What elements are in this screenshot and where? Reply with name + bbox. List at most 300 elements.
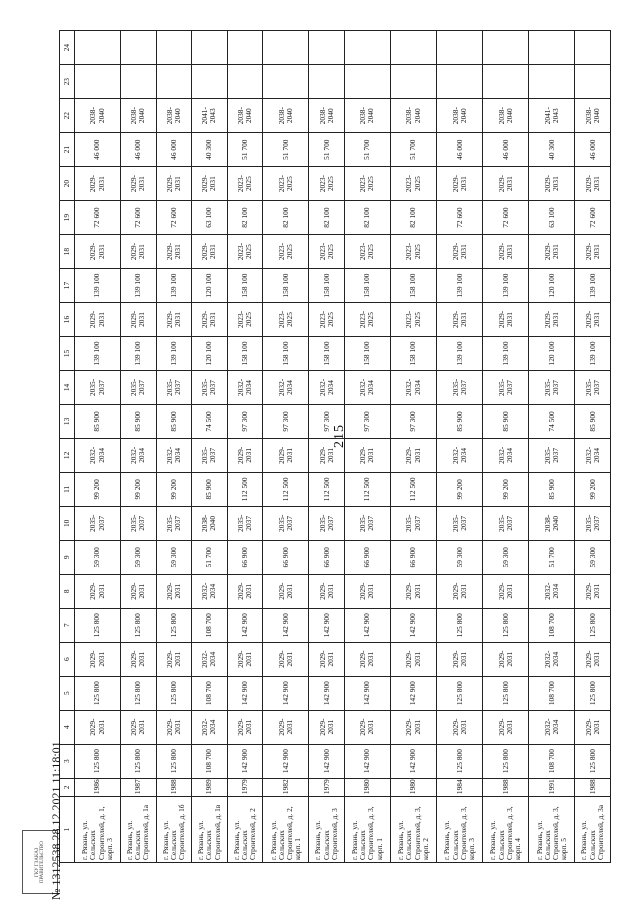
table-cell: 2035-2037 (192, 370, 228, 404)
table-cell: 51 700 (344, 133, 390, 167)
table-cell: 142 900 (344, 744, 390, 778)
table-cell: 82 100 (391, 201, 437, 235)
table-cell: 2035-2037 (121, 506, 157, 540)
table-cell: 139 100 (437, 269, 483, 303)
table-cell: 2035-2037 (529, 438, 575, 472)
table-cell: 139 100 (575, 336, 611, 370)
table-cell: 59 300 (575, 540, 611, 574)
table-cell: 2032-2034 (192, 710, 228, 744)
table-cell: 2038-2040 (156, 99, 192, 133)
table-cell: 2029-2031 (75, 574, 121, 608)
address-cell: г. Рязань, ул. Сельских Строителей, д. 3, корп. 1 (344, 797, 390, 863)
table-row (227, 31, 263, 863)
table-cell (309, 65, 345, 99)
table-cell (156, 65, 192, 99)
table-cell: 120 100 (529, 336, 575, 370)
table-cell: 139 100 (121, 269, 157, 303)
table-cell: 2032-2034 (121, 438, 157, 472)
table-cell: 2029-2031 (227, 574, 263, 608)
table-cell: 2038-2040 (529, 506, 575, 540)
table-cell: 142 900 (309, 676, 345, 710)
table-cell: 2029-2031 (75, 710, 121, 744)
table-cell: 1988 (575, 778, 611, 797)
table-cell: 63 100 (192, 201, 228, 235)
table-cell: 139 100 (483, 269, 529, 303)
table-cell: 2029-2031 (192, 167, 228, 201)
table-cell (121, 65, 157, 99)
table-cell: 85 900 (156, 404, 192, 438)
stamp-label: ГКУ ГЗАКАЗ ПРАВИТЕЛЬСТВО (34, 841, 45, 883)
table-row (121, 31, 157, 863)
table-cell: 2029-2031 (575, 642, 611, 676)
table-cell (391, 31, 437, 65)
table-cell: 1980 (391, 778, 437, 797)
table-cell: 142 900 (391, 676, 437, 710)
column-header: 15 (60, 336, 75, 370)
table-cell: 2029-2031 (75, 167, 121, 201)
table-cell: 2029-2031 (121, 574, 157, 608)
table-cell: 112 500 (309, 472, 345, 506)
table-cell: 2029-2031 (192, 235, 228, 269)
table-row (529, 31, 575, 863)
table-cell: 40 300 (192, 133, 228, 167)
table-cell: 1979 (227, 778, 263, 797)
table-cell: 139 100 (156, 269, 192, 303)
table-cell: 97 300 (391, 404, 437, 438)
table-cell: 46 000 (483, 133, 529, 167)
table-cell: 108 700 (529, 744, 575, 778)
table-cell: 2023-2025 (263, 167, 309, 201)
table-cell: 2029-2031 (156, 303, 192, 337)
table-cell: 97 300 (309, 404, 345, 438)
table-cell: 1984 (437, 778, 483, 797)
table-cell: 1987 (121, 778, 157, 797)
table-cell (529, 65, 575, 99)
table-cell (263, 31, 309, 65)
table-cell: 2038-2040 (575, 99, 611, 133)
table-cell: 51 700 (309, 133, 345, 167)
table-cell: 2029-2031 (75, 303, 121, 337)
table-cell: 2029-2031 (437, 642, 483, 676)
table-cell: 2029-2031 (437, 574, 483, 608)
table-cell: 125 800 (121, 676, 157, 710)
table-cell: 97 300 (227, 404, 263, 438)
table-cell: 2029-2031 (575, 710, 611, 744)
table-cell: 2023-2025 (344, 167, 390, 201)
table-cell: 2023-2025 (227, 235, 263, 269)
table-cell: 2038-2040 (121, 99, 157, 133)
table-cell: 2038-2040 (75, 99, 121, 133)
table-cell: 142 900 (227, 676, 263, 710)
table-cell: 2035-2037 (483, 370, 529, 404)
table-cell: 99 200 (75, 472, 121, 506)
table-cell: 2023-2025 (263, 235, 309, 269)
table-cell: 2023-2025 (391, 303, 437, 337)
table-cell: 72 600 (121, 201, 157, 235)
table-cell: 142 900 (309, 608, 345, 642)
table-cell: 2035-2037 (483, 506, 529, 540)
table-row (192, 31, 228, 863)
table-row (483, 31, 529, 863)
table-cell: 2029-2031 (263, 574, 309, 608)
table-cell (227, 31, 263, 65)
table-cell: 2029-2031 (156, 642, 192, 676)
table-cell: 72 600 (575, 201, 611, 235)
document-number-area (42, 640, 72, 900)
table-cell: 99 200 (121, 472, 157, 506)
table-cell: 2035-2037 (227, 506, 263, 540)
table-row (344, 31, 390, 863)
table-cell (309, 31, 345, 65)
table-cell: 99 200 (483, 472, 529, 506)
table-cell: 108 700 (529, 676, 575, 710)
table-row (437, 31, 483, 863)
table-cell: 2029-2031 (156, 167, 192, 201)
table-cell (344, 65, 390, 99)
table-cell: 2023-2025 (309, 235, 345, 269)
table-cell: 2041-2043 (529, 99, 575, 133)
table-cell: 2038-2040 (263, 99, 309, 133)
table-cell: 2032-2034 (156, 438, 192, 472)
table-cell: 2029-2031 (575, 167, 611, 201)
table-cell: 2029-2031 (575, 235, 611, 269)
table-cell: 125 800 (156, 608, 192, 642)
table-cell (121, 31, 157, 65)
table-cell: 2029-2031 (344, 438, 390, 472)
table-cell: 158 100 (309, 336, 345, 370)
column-header: 6 (60, 642, 75, 676)
table-cell: 125 800 (121, 744, 157, 778)
table-cell: 2029-2031 (344, 710, 390, 744)
table-cell: 142 900 (263, 676, 309, 710)
column-header: 20 (60, 167, 75, 201)
column-header: 14 (60, 370, 75, 404)
table-cell: 158 100 (263, 269, 309, 303)
column-header: 2 (60, 778, 75, 797)
table-cell: 2029-2031 (483, 167, 529, 201)
table-cell (437, 31, 483, 65)
table-cell: 139 100 (75, 336, 121, 370)
column-header: 13 (60, 404, 75, 438)
table-row (75, 31, 121, 863)
page-number: 215 (332, 424, 347, 448)
table-cell: 2029-2031 (483, 642, 529, 676)
table-cell (437, 65, 483, 99)
table-cell: 2023-2025 (391, 235, 437, 269)
table-cell: 99 200 (437, 472, 483, 506)
table-cell: 1982 (263, 778, 309, 797)
table-row (263, 31, 309, 863)
table-rotation-wrapper (59, 30, 611, 863)
column-header: 9 (60, 540, 75, 574)
table-cell: 139 100 (483, 336, 529, 370)
table-cell: 120 100 (192, 336, 228, 370)
table-cell: 2029-2031 (437, 235, 483, 269)
table-cell: 2023-2025 (344, 235, 390, 269)
column-header: 24 (60, 31, 75, 65)
table-cell: 2029-2031 (309, 574, 345, 608)
table-cell: 72 600 (156, 201, 192, 235)
table-cell: 46 000 (575, 133, 611, 167)
address-cell: г. Рязань, ул. Сельских Строителей, д. 1, корп. 3 (75, 797, 121, 863)
table-cell: 2032-2034 (529, 574, 575, 608)
table-cell: 66 900 (391, 540, 437, 574)
table-cell: 1980 (344, 778, 390, 797)
repair-schedule-table (59, 30, 611, 863)
table-cell: 97 300 (344, 404, 390, 438)
table-cell: 46 000 (437, 133, 483, 167)
table-cell: 51 700 (529, 540, 575, 574)
table-cell: 2035-2037 (75, 370, 121, 404)
table-cell: 2038-2040 (344, 99, 390, 133)
table-row (575, 31, 611, 863)
table-cell: 2029-2031 (437, 303, 483, 337)
table-cell: 2035-2037 (121, 370, 157, 404)
table-cell: 2035-2037 (75, 506, 121, 540)
table-cell: 158 100 (391, 336, 437, 370)
address-cell: г. Рязань, ул. Сельских Строителей, д. 3, корп. 2 (391, 797, 437, 863)
table-cell: 2023-2025 (227, 167, 263, 201)
table-cell: 139 100 (575, 269, 611, 303)
table-cell: 2029-2031 (309, 438, 345, 472)
table-cell: 66 900 (263, 540, 309, 574)
table-cell: 66 900 (227, 540, 263, 574)
table-cell: 82 100 (344, 201, 390, 235)
table-cell: 2029-2031 (344, 642, 390, 676)
table-cell: 2029-2031 (75, 235, 121, 269)
table-cell (75, 31, 121, 65)
table-cell: 125 800 (156, 744, 192, 778)
table-cell: 74 500 (529, 404, 575, 438)
table-cell: 2029-2031 (391, 574, 437, 608)
table-cell: 2038-2040 (227, 99, 263, 133)
table-row (156, 31, 192, 863)
column-header: 3 (60, 744, 75, 778)
table-cell: 97 300 (263, 404, 309, 438)
table-cell: 158 100 (227, 269, 263, 303)
table-cell (575, 65, 611, 99)
table-cell: 112 500 (227, 472, 263, 506)
column-header: 21 (60, 133, 75, 167)
table-cell: 1991 (529, 778, 575, 797)
column-header: 12 (60, 438, 75, 472)
table-cell: 82 100 (227, 201, 263, 235)
table-cell: 108 700 (192, 744, 228, 778)
table-cell: 2035-2037 (156, 506, 192, 540)
table-cell: 2029-2031 (263, 438, 309, 472)
table-cell: 59 300 (121, 540, 157, 574)
table-cell: 2029-2031 (121, 303, 157, 337)
table-cell: 2032-2034 (344, 370, 390, 404)
table-cell: 2032-2034 (483, 438, 529, 472)
table-cell: 2029-2031 (156, 710, 192, 744)
table-cell: 85 900 (437, 404, 483, 438)
table-cell: 51 700 (192, 540, 228, 574)
table-cell: 2029-2031 (121, 167, 157, 201)
table-cell (391, 65, 437, 99)
table-cell: 85 900 (192, 472, 228, 506)
table-cell: 2029-2031 (437, 167, 483, 201)
table-cell: 142 900 (309, 744, 345, 778)
table-cell: 2029-2031 (309, 642, 345, 676)
table-cell: 40 300 (529, 133, 575, 167)
table-cell: 85 900 (121, 404, 157, 438)
address-cell: г. Рязань, ул. Сельских Строителей, д. 3, корп. 5 (529, 797, 575, 863)
table-cell: 63 100 (529, 201, 575, 235)
address-cell: г. Рязань, ул. Сельских Строителей, д. 3, корп. 4 (483, 797, 529, 863)
table-cell: 2035-2037 (391, 506, 437, 540)
table-cell: 2035-2037 (192, 438, 228, 472)
table-cell: 2029-2031 (227, 710, 263, 744)
address-cell: г. Рязань, ул. Сельских Строителей, д. 1в (192, 797, 228, 863)
address-cell: г. Рязань, ул. Сельских Строителей, д. 1б (156, 797, 192, 863)
table-cell: 125 800 (75, 744, 121, 778)
table-cell: 2023-2025 (344, 303, 390, 337)
table-cell (575, 31, 611, 65)
table-cell: 51 700 (391, 133, 437, 167)
table-cell: 2029-2031 (156, 235, 192, 269)
table-cell: 2029-2031 (75, 642, 121, 676)
table-cell: 2029-2031 (483, 303, 529, 337)
table-cell: 74 500 (192, 404, 228, 438)
table-cell: 2032-2034 (575, 438, 611, 472)
table-cell: 112 500 (344, 472, 390, 506)
table-cell: 2035-2037 (437, 370, 483, 404)
table-cell: 108 700 (192, 608, 228, 642)
table-cell (227, 65, 263, 99)
table-cell: 72 600 (483, 201, 529, 235)
address-cell: г. Рязань, ул. Сельских Строителей, д. 2, корп. 1 (263, 797, 309, 863)
table-cell: 2029-2031 (483, 235, 529, 269)
table-cell: 2035-2037 (263, 506, 309, 540)
table-cell (75, 65, 121, 99)
table-cell: 142 900 (344, 608, 390, 642)
address-cell: г. Рязань, ул. Сельских Строителей, д. 3 (309, 797, 345, 863)
table-cell: 142 900 (391, 608, 437, 642)
table-cell: 2029-2031 (192, 303, 228, 337)
table-cell: 125 800 (483, 676, 529, 710)
table-cell: 158 100 (344, 336, 390, 370)
table-cell: 99 200 (156, 472, 192, 506)
table-cell: 125 800 (121, 608, 157, 642)
table-cell: 1979 (309, 778, 345, 797)
table-cell: 2023-2025 (391, 167, 437, 201)
table-cell: 2029-2031 (391, 438, 437, 472)
table-cell: 2041-2043 (192, 99, 228, 133)
table-cell: 2038-2040 (391, 99, 437, 133)
table-cell: 158 100 (391, 269, 437, 303)
table-row (309, 31, 345, 863)
table-cell: 46 000 (156, 133, 192, 167)
table-cell: 66 900 (309, 540, 345, 574)
table-cell: 2038-2040 (309, 99, 345, 133)
table-cell: 142 900 (227, 744, 263, 778)
column-header: 22 (60, 99, 75, 133)
table-cell: 125 800 (437, 676, 483, 710)
table-cell: 46 000 (75, 133, 121, 167)
table-cell: 85 900 (575, 404, 611, 438)
table-cell: 2029-2031 (227, 642, 263, 676)
table-cell (529, 31, 575, 65)
table-cell: 142 900 (263, 608, 309, 642)
table-cell: 2023-2025 (309, 303, 345, 337)
table-body (75, 31, 611, 863)
table-cell: 46 000 (121, 133, 157, 167)
table-cell (483, 65, 529, 99)
table-cell: 125 800 (437, 608, 483, 642)
table-cell: 2032-2034 (192, 642, 228, 676)
table-cell: 2023-2025 (309, 167, 345, 201)
table-cell: 2029-2031 (263, 642, 309, 676)
table-cell: 72 600 (437, 201, 483, 235)
table-cell: 112 500 (263, 472, 309, 506)
table-cell: 85 900 (75, 404, 121, 438)
table-cell: 120 100 (192, 269, 228, 303)
table-cell: 125 800 (75, 676, 121, 710)
table-cell: 59 300 (437, 540, 483, 574)
table-cell: 2029-2031 (121, 710, 157, 744)
table-cell: 51 700 (263, 133, 309, 167)
table-cell: 85 900 (529, 472, 575, 506)
table-cell: 2029-2031 (575, 574, 611, 608)
table-cell: 2029-2031 (529, 303, 575, 337)
rotated-table-container (59, 30, 611, 863)
table-cell: 85 900 (483, 404, 529, 438)
table-cell: 2029-2031 (391, 642, 437, 676)
table-cell: 99 200 (575, 472, 611, 506)
table-cell: 125 800 (75, 608, 121, 642)
table-cell: 139 100 (437, 336, 483, 370)
table-cell: 158 100 (263, 336, 309, 370)
column-header: 10 (60, 506, 75, 540)
table-cell: 2038-2040 (192, 506, 228, 540)
table-cell: 1988 (156, 778, 192, 797)
table-cell: 108 700 (529, 608, 575, 642)
table-cell: 2029-2031 (121, 235, 157, 269)
table-cell: 2038-2040 (483, 99, 529, 133)
table-cell: 158 100 (344, 269, 390, 303)
table-cell: 2035-2037 (575, 370, 611, 404)
table-cell: 2029-2031 (121, 642, 157, 676)
table-cell: 72 600 (75, 201, 121, 235)
table-cell: 142 900 (263, 744, 309, 778)
column-header: 23 (60, 65, 75, 99)
table-cell: 2035-2037 (309, 506, 345, 540)
table-cell: 125 800 (483, 744, 529, 778)
table-cell: 158 100 (309, 269, 345, 303)
table-cell: 2032-2034 (437, 438, 483, 472)
table-cell: 2035-2037 (156, 370, 192, 404)
table-cell: 2035-2037 (344, 506, 390, 540)
document-number: № 1312538 28.12.2021 11:18:01 (49, 741, 63, 900)
table-cell: 139 100 (75, 269, 121, 303)
column-header: 5 (60, 676, 75, 710)
table-cell: 2035-2037 (437, 506, 483, 540)
table-cell: 2032-2034 (263, 370, 309, 404)
table-cell: 2032-2034 (529, 710, 575, 744)
address-cell: г. Рязань, ул. Сельских Строителей, д. 3а (575, 797, 611, 863)
table-cell: 82 100 (309, 201, 345, 235)
table-cell: 125 800 (437, 744, 483, 778)
table-cell: 2029-2031 (391, 710, 437, 744)
column-header: 11 (60, 472, 75, 506)
table-cell: 59 300 (156, 540, 192, 574)
table-cell: 108 700 (192, 676, 228, 710)
table-cell (263, 65, 309, 99)
table-cell: 125 800 (575, 608, 611, 642)
table-cell: 142 900 (227, 608, 263, 642)
column-header: 1 (60, 797, 75, 863)
